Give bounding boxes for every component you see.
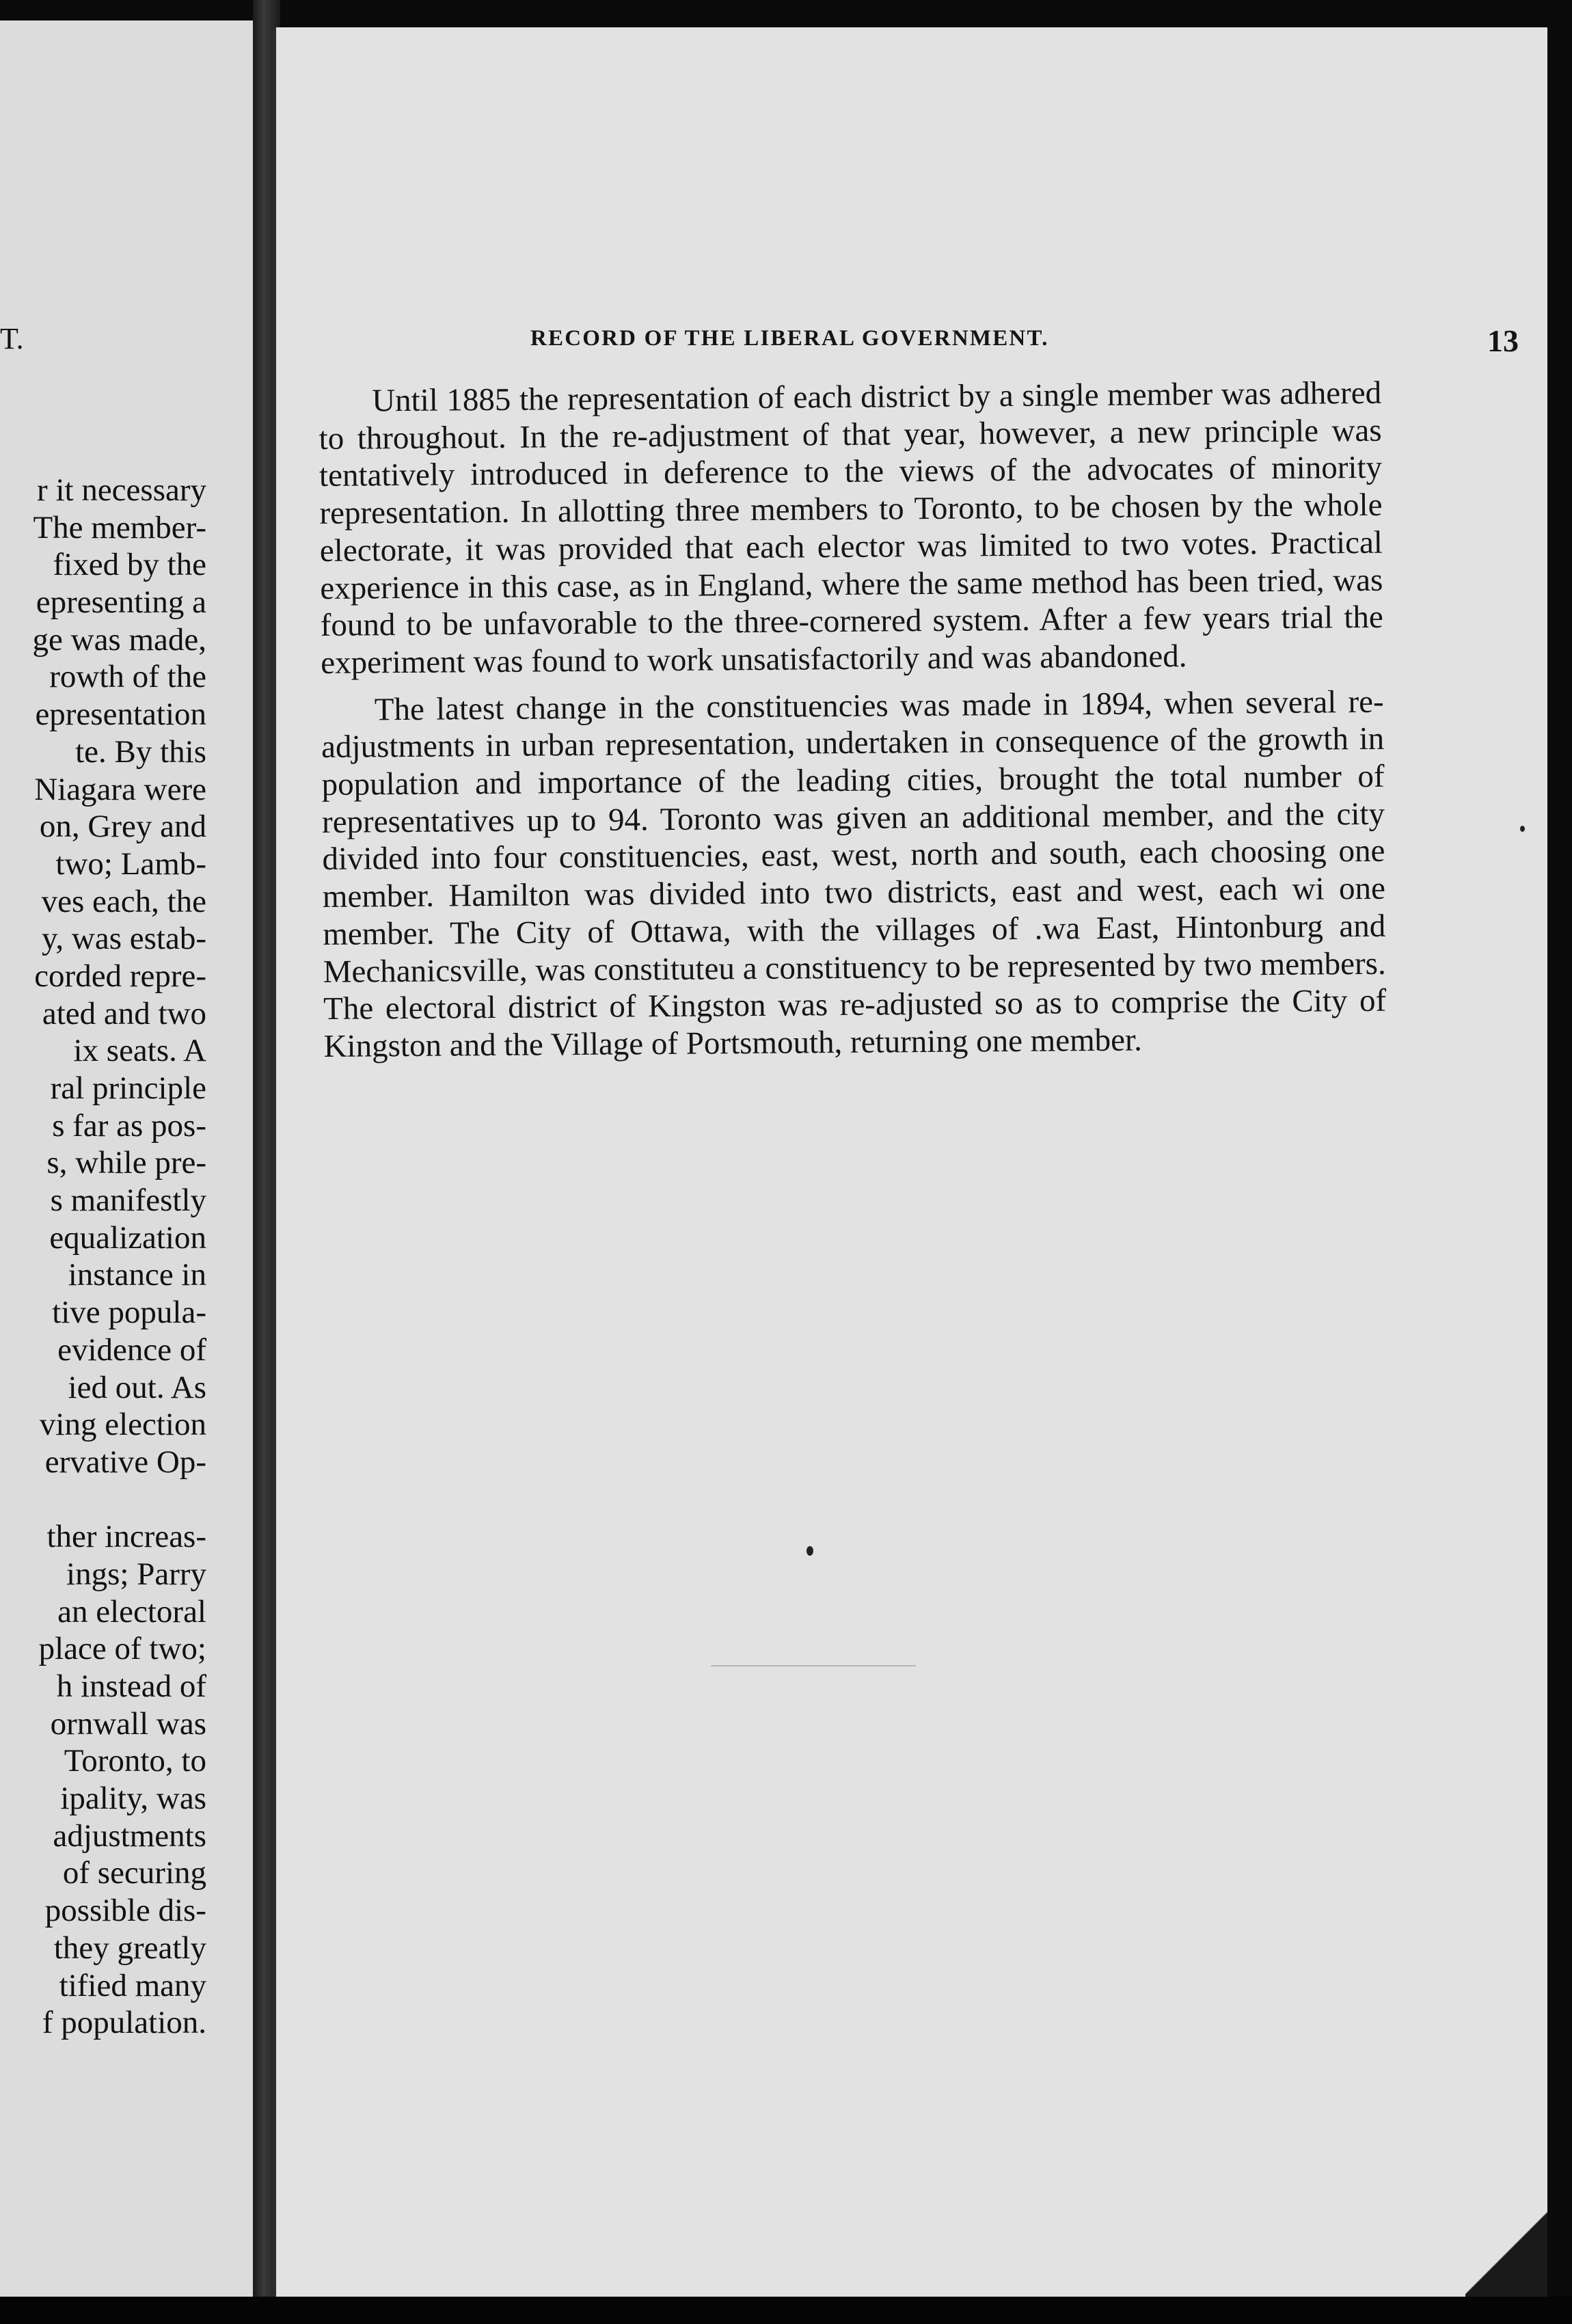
facing-page-line: epresentation	[35, 697, 206, 733]
facing-page-line: s far as pos-	[52, 1107, 206, 1144]
paragraph-1: Until 1885 the representation of each district by a single member was adhered to throughout. In the re-adjustment of that year, however, a new principle was tentatively introduced in deference to the views of the advocates of minority representation. In allotting three members to Toronto, to be chosen by the whole electorate, it was provided that each elector was limited to two votes. Practical experience in this case, as in England, where the same method has been tried, was found to be unfavorable to the three-cornered system. After a few years trial the experiment was found to work unsatisfactorily and was abandoned.	[319, 375, 1383, 681]
facing-page-line: adjustments	[53, 1818, 206, 1854]
facing-page-line: they greatly	[53, 1930, 206, 1966]
facing-page-line: ves each, the	[41, 883, 206, 919]
scan-bottom-edge	[0, 2297, 1572, 2324]
body-text	[319, 375, 1387, 1066]
facing-page-line: ipality, was	[60, 1781, 206, 1817]
facing-page-line: f population.	[42, 2005, 206, 2041]
facing-page-line: r it necessary	[37, 472, 206, 508]
facing-page-line: ervative Op-	[44, 1444, 206, 1480]
facing-page-line: evidence of	[57, 1332, 206, 1368]
facing-page-line: ornwall was	[50, 1705, 206, 1742]
faint-rule	[711, 1665, 916, 1666]
facing-page-line: ther increas-	[46, 1519, 206, 1555]
ink-speck	[1520, 826, 1525, 832]
facing-page-line: on, Grey and	[39, 809, 206, 845]
facing-page-line: an electoral	[57, 1593, 206, 1630]
facing-page-fragment	[0, 21, 253, 2303]
facing-page-line: tified many	[59, 1967, 206, 2003]
facing-page-line: of securing	[62, 1855, 206, 1891]
facing-page-line: ix seats. A	[73, 1033, 206, 1069]
facing-page-line: rowth of the	[49, 659, 206, 695]
facing-page-line: fixed by the	[53, 547, 206, 583]
page-number: 13	[1487, 323, 1519, 358]
facing-page-line: ings; Parry	[66, 1556, 206, 1592]
facing-page-line: ated and two	[42, 995, 206, 1031]
facing-page-line: ral principle	[50, 1070, 206, 1106]
facing-page-text	[0, 472, 206, 2042]
facing-page-line: place of two;	[38, 1631, 206, 1667]
facing-page-line: possible dis-	[44, 1893, 206, 1929]
paragraph-2: The latest change in the constituencies was made in 1894, when several re-adjustments in urban representation, undertaken in consequence of the growth in population and importance of the leading cities, brought the total number of representatives up to 94. Toronto was given an additional member, and the city divided into four constituencies, east, west, north and south, each choosing one member. Hamilton was divided into two districts, east and west, each wi one member. The City of Ottawa, with the villages of .wa East, Hintonburg and Mechanicsville, was constituteu a constituency to be represented by two members. The electoral district of Kingston was re-adjusted so as to comprise the City of Kingston and the Village of Portsmouth, returning one member.	[321, 684, 1387, 1064]
facing-page-line: two; Lamb-	[55, 846, 206, 882]
ink-speck	[807, 1546, 813, 1556]
facing-page-line: Toronto, to	[64, 1743, 206, 1779]
facing-page-line: ied out. As	[68, 1369, 206, 1405]
facing-page-line: s manifestly	[50, 1183, 206, 1219]
facing-page-line: corded repre-	[34, 958, 206, 994]
facing-page-line: instance in	[68, 1257, 206, 1293]
facing-page-line: epresenting a	[36, 584, 206, 621]
facing-page-line: y, was estab-	[41, 921, 206, 957]
running-head: RECORD OF THE LIBERAL GOVERNMENT.	[530, 326, 1049, 351]
facing-page-line: te. By this	[75, 733, 206, 770]
facing-page-line: Niagara were	[34, 771, 206, 807]
facing-page-line	[0, 1481, 206, 1519]
main-page	[272, 27, 1547, 2297]
facing-page-line: ving election	[39, 1407, 206, 1443]
facing-page-line: s, while pre-	[46, 1145, 206, 1181]
facing-page-line: equalization	[49, 1219, 206, 1256]
facing-page-line: h instead of	[56, 1668, 206, 1704]
facing-page-line: The member-	[33, 509, 206, 545]
page-corner-shadow	[1465, 2208, 1547, 2297]
facing-page-line: ge was made,	[32, 621, 206, 658]
facing-page-stray-mark: T.	[0, 322, 24, 355]
facing-page-line: tive popula-	[52, 1295, 206, 1331]
